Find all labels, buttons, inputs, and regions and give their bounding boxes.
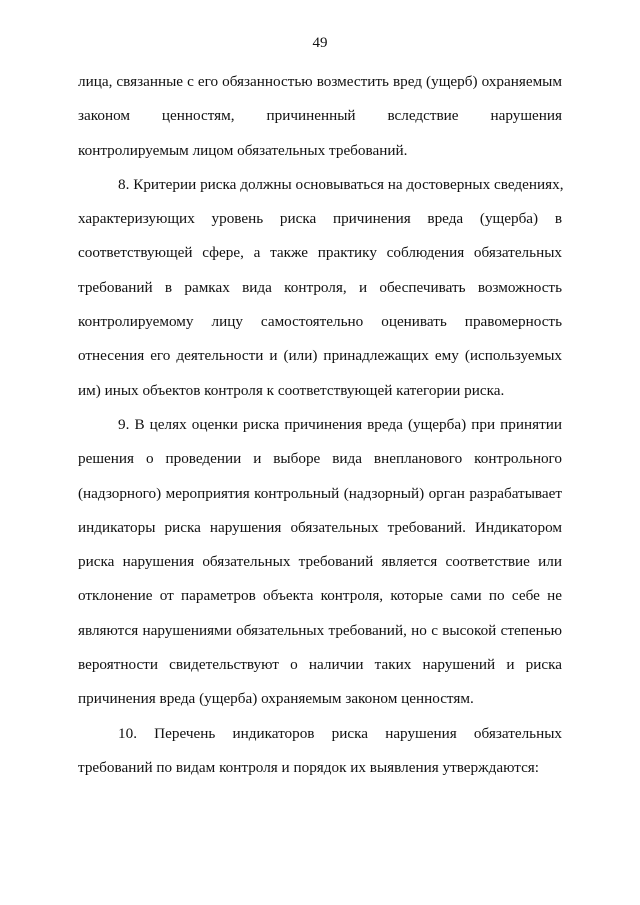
text-line: решения о проведении и выборе вида внепланового контрольного [78,450,562,468]
text-line: соответствующей сфере, а также практику соблюдения обязательных [78,244,562,262]
text-line: контролируемому лицу самостоятельно оценивать правомерность [78,313,562,331]
document-body [78,65,562,785]
text-line: отклонение от параметров объекта контроля, которые сами по себе не [78,587,562,605]
text-line: причинения вреда (ущерба) охраняемым законом ценностям. [78,690,474,708]
text-line: отнесения его деятельности и (или) принадлежащих ему (используемых [78,347,562,365]
text-line: вероятности свидетельствуют о наличии таких нарушений и риска [78,656,562,674]
text-line: 10. Перечень индикаторов риска нарушения обязательных [118,724,562,742]
text-line: контролируемым лицом обязательных требований. [78,141,408,159]
text-line: риска нарушения обязательных требований является соответствие или [78,553,562,571]
text-line: требований в рамках вида контроля, и обеспечивать возможность [78,278,562,296]
text-line: (надзорного) мероприятия контрольный (надзорный) орган разрабатывает [78,484,562,502]
paragraph-item-9 [78,408,562,717]
paragraph-continuation [78,65,562,168]
paragraph-item-10 [78,717,562,786]
text-line: индикаторы риска нарушения обязательных требований. Индикатором [78,518,562,536]
text-line: 9. В целях оценки риска причинения вреда (ущерба) при принятии [118,415,562,433]
text-line: лица, связанные с его обязанностью возместить вред (ущерб) охраняемым [78,73,562,90]
text-line: требований по видам контроля и порядок их выявления утверждаются: [78,758,540,776]
page-number: 49 [312,35,328,51]
text-line: 8. Критерии риска должны основываться на достоверных сведениях, [118,175,564,193]
text-line: характеризующих уровень риска причинения вреда (ущерба) в [78,210,562,228]
text-line: им) иных объектов контроля к соответствующей категории риска. [78,381,505,399]
text-line: законом ценностям, причиненный вследствие нарушения [78,107,562,125]
text-line: являются нарушениями обязательных требований, но с высокой степенью [78,621,562,639]
paragraph-item-8 [78,168,562,408]
